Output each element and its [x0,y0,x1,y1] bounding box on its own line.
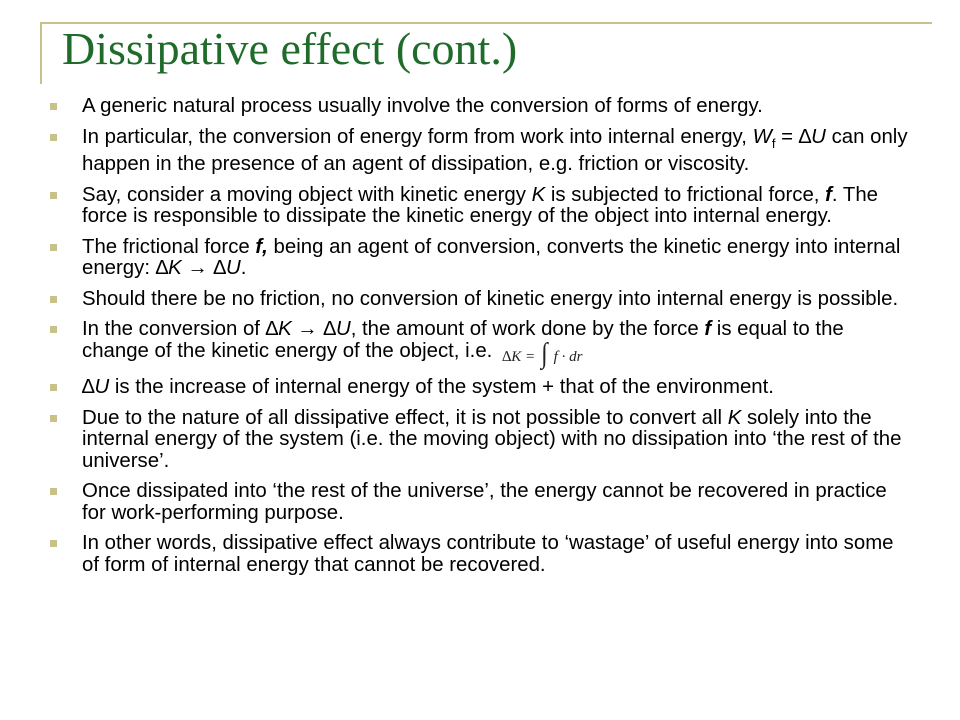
square-bullet-icon [50,192,57,199]
formula-lhs: ∆K = [502,348,536,365]
work-subscript: f [771,135,776,151]
equals-sign: = [775,125,799,148]
kinetic-energy-symbol: K [531,183,546,206]
square-bullet-icon [50,488,57,495]
bullet-text: The frictional force [82,235,256,258]
kinetic-energy-symbol: K [727,406,742,429]
bullet-text: is the increase of internal energy of the system + that of the environment. [109,376,774,399]
internal-energy-symbol: U [226,257,241,280]
formula-rhs: f · dr [553,348,583,365]
square-bullet-icon [50,296,57,303]
bullet-item [48,533,908,576]
bullet-text: is equal to the change of the kinetic energy of the object, i.e. [82,318,844,362]
bullet-text: solely into the internal energy of the system (i.e. the moving object) with no dissipation into ‘the rest of the universe’. [82,406,902,472]
arrow-icon: → [181,257,214,280]
bullet-text: In the conversion of [82,318,266,341]
delta-symbol: ∆ [265,318,279,341]
bullet-text: being an agent of conversion, converts the kinetic energy into internal energy: [82,235,901,280]
work-energy-formula [502,337,583,370]
bullet-item [48,96,908,118]
kinetic-energy-symbol: K [278,318,292,341]
bullet-text: In other words, dissipative effect always contribute to ‘wastage’ of useful energy into some of form of internal energy that cannot be recovered. [82,532,894,576]
bullet-item [48,319,908,368]
square-bullet-icon [50,103,57,110]
bullet-text: A generic natural process usually involve the conversion of forms of energy. [82,95,763,117]
force-symbol: f, [255,235,268,258]
square-bullet-icon [50,326,57,333]
internal-energy-symbol: U [335,318,351,341]
bullet-item [48,377,908,399]
period: . [240,257,247,280]
bullet-text: is subjected to frictional force, [545,183,826,206]
bullet-text: . The force is responsible to dissipate the kinetic energy of the object into internal energy. [82,183,879,228]
internal-energy-symbol: U [811,125,826,148]
square-bullet-icon [50,384,57,391]
square-bullet-icon [50,415,57,422]
square-bullet-icon [50,540,57,547]
bullet-text: can only happen in the presence of an agent of dissipation, e.g. friction or viscosity. [82,125,908,176]
square-bullet-icon [50,244,57,251]
square-bullet-icon [50,134,57,141]
bullet-text: Due to the nature of all dissipative effect, it is not possible to convert all [82,406,728,429]
integral-sign: ∫ [541,337,548,370]
bullet-text: Once dissipated into ‘the rest of the universe’, the energy cannot be recovered in practice for work-performing purpose. [82,480,887,524]
work-symbol: W [752,125,772,148]
bullet-text: Say, consider a moving object with kinetic energy [82,183,532,206]
slide-title: Dissipative effect (cont.) [62,23,518,74]
bullet-text: , the amount of work done by the force [350,318,705,341]
delta-symbol: ∆ [155,257,169,280]
bullet-item [48,185,908,228]
internal-energy-symbol: U [94,376,110,399]
bullet-item [48,289,908,311]
bullet-item [48,127,908,176]
bullet-text: Should there be no friction, no conversion of kinetic energy into internal energy is possible. [82,287,899,310]
bullet-item [48,408,908,473]
force-symbol: f [704,318,712,341]
arrow-icon: → [291,318,324,341]
left-decorative-rule [40,22,42,84]
bullet-text: In particular, the conversion of energy form from work into internal energy, [82,125,753,148]
delta-symbol: ∆ [213,257,226,280]
delta-symbol: ∆ [323,318,336,341]
delta-symbol: ∆ [82,376,95,399]
bullet-list [48,96,908,585]
kinetic-energy-symbol: K [168,257,182,280]
delta-symbol: ∆ [798,125,812,148]
force-symbol: f [825,183,832,206]
bullet-item [48,237,908,280]
bullet-item [48,481,908,524]
